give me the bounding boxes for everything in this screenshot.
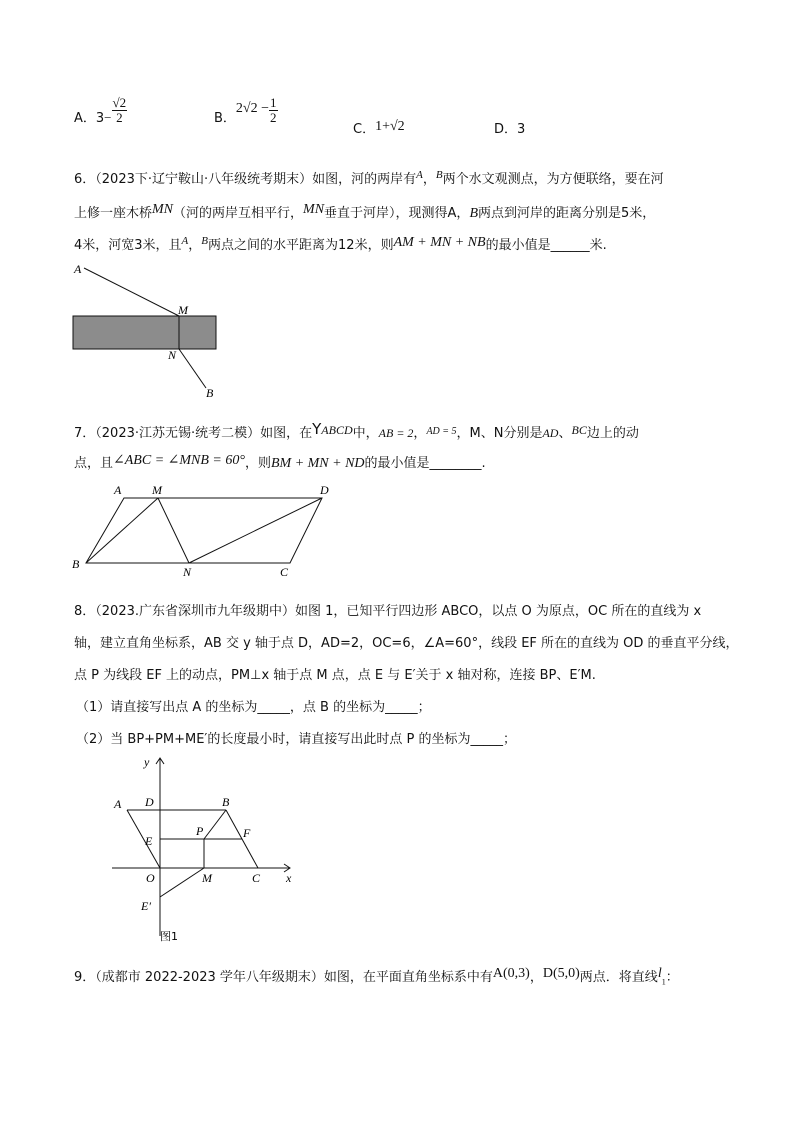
q8-segment-ao — [127, 810, 160, 868]
q5-option-c-label: C． — [353, 122, 376, 137]
q6-river — [73, 316, 216, 349]
q5-option-b — [214, 95, 278, 133]
q8-label-p: P — [196, 824, 204, 838]
q5-option-c — [353, 118, 405, 138]
q5-a-denominator: 2 — [116, 110, 123, 125]
q8-label-c: C — [252, 871, 261, 885]
q9-line-l1: l — [657, 966, 662, 981]
q5-option-d — [494, 118, 525, 137]
q8-segment-e2m — [160, 868, 204, 897]
q6-text: 垂直于河岸），现测得A， — [324, 206, 470, 221]
q5-option-a-label: A．3 — [74, 111, 105, 126]
q7-text: 的最小值是________. — [364, 456, 486, 471]
q7-text: 7．（2023·江苏无锡·统考二模）如图，在 — [74, 426, 313, 441]
q8-figure-caption: 图1 — [160, 930, 178, 943]
q6-river-figure — [60, 255, 260, 405]
q7-parallelogram-symbol: Y — [312, 420, 322, 438]
q7-abcd: ABCD — [321, 423, 353, 437]
q8-segment-bp — [204, 810, 226, 839]
q6-expression: AM + MN + NB — [393, 235, 486, 250]
q8-label-m: M — [202, 871, 212, 885]
q8-line-2: 轴，建立直角坐标系，AB 交 y 轴于点 D，AD=2，OC=6，∠A=60°，线段 EF 所在的直线为 OD 的垂直平分线， — [74, 636, 739, 651]
q7-segment-mn — [158, 498, 189, 563]
q6-mn: MN — [303, 202, 325, 217]
q5-b-denominator: 2 — [270, 110, 277, 125]
q7-text: 点，且 — [74, 456, 114, 471]
q7-label-c: C — [280, 565, 289, 579]
q7-comma: ， — [413, 426, 427, 441]
q7-segment-nd — [189, 498, 322, 563]
q5-option-c-expr: 1+√2 — [375, 119, 405, 134]
q8-line-3: 点 P 为线段 EF 上的动点，PM⊥x 轴于点 M 点，点 E 与 E′关于 x 轴对称，连接 BP、E′M. — [74, 668, 596, 683]
q7-sep: 、 — [558, 426, 572, 441]
q7-ad: AD = 5 — [426, 426, 457, 437]
q6-point-a: A — [416, 169, 423, 181]
q8-coordinate-figure — [108, 748, 308, 948]
q6-text: 两点之间的水平距离为12米，则 — [208, 238, 394, 253]
q7-label-b: B — [72, 557, 80, 571]
q7-bc-var: BC — [571, 423, 587, 437]
q8-label-d: D — [145, 795, 154, 809]
q5-a-numerator: √2 — [112, 95, 127, 110]
q6-line-3 — [74, 236, 607, 256]
q6-line-2 — [74, 204, 655, 224]
q6-line-1 — [74, 170, 664, 190]
q7-line-1 — [74, 422, 639, 445]
q7-expression: BM + MN + ND — [270, 456, 365, 471]
q8-label-e-prime: E′ — [141, 899, 151, 913]
q5-b-numerator: 1 — [270, 95, 277, 110]
q5-option-b-expr: 2√2 − — [235, 101, 270, 116]
q9-comma: ， — [529, 970, 543, 985]
q6-point-b: B — [201, 235, 209, 247]
q6-text: 4米，河宽3米，且 — [74, 238, 182, 253]
q6-text: ， — [188, 238, 202, 253]
q7-label-n: N — [183, 565, 192, 579]
q7-ab: AB = 2 — [378, 426, 414, 440]
q7-parallelogram-figure — [64, 478, 354, 588]
q7-angle-condition: ∠ABC = ∠MNB = 60° — [113, 453, 245, 468]
q9-colon: ： — [665, 970, 679, 985]
q8-label-b: B — [222, 795, 230, 809]
q7-label-a: A — [114, 483, 122, 497]
q5-option-b-label: B． — [214, 111, 236, 126]
q9-point-a: A(0,3) — [492, 966, 530, 981]
q8-line-1: 8．（2023.广东省深圳市九年级期中）如图 1，已知平行四边形 ABCO，以点 O 为原点，OC 所在的直线为 x — [74, 604, 702, 619]
q8-label-a: A — [114, 797, 122, 811]
q5-option-d-label: D．3 — [494, 122, 526, 137]
q7-ad-var: AD — [542, 426, 559, 440]
q6-label-m: M — [178, 303, 188, 317]
q6-label-n: N — [168, 348, 177, 362]
q6-text: 6．（2023下·辽宁鞍山·八年级统考期末）如图，河的两岸有 — [74, 172, 417, 187]
q6-point-b: B — [469, 206, 478, 221]
q6-mn: MN — [152, 202, 174, 217]
q7-text: ，M、N分别是 — [456, 426, 543, 441]
q5-option-a: A．3− $\frac{√2}{2}$ — [74, 95, 127, 126]
q8-label-e: E — [145, 834, 153, 848]
q6-segment-am — [84, 268, 179, 316]
q7-text: 边上的动 — [586, 426, 639, 441]
q6-text: 两点到河岸的距离分别是5米， — [478, 206, 656, 221]
q9-line-l1-subscript: 1 — [661, 977, 666, 987]
q6-point-a: A — [181, 235, 189, 247]
q6-label-a: A — [74, 262, 82, 276]
q6-text: 的最小值是______米. — [485, 238, 607, 253]
q6-segment-nb — [179, 349, 206, 388]
q8-label-x: x — [286, 871, 292, 885]
q9-text: 两点．将直线 — [579, 970, 658, 985]
q7-segment-bm — [86, 498, 158, 563]
q8-subquestion-2: （2）当 BP+PM+ME′的长度最小时，请直接写出此时点 P 的坐标为_____； — [76, 732, 516, 747]
q7-text: ，则 — [244, 456, 271, 471]
q7-text: 中， — [352, 426, 379, 441]
q8-label-o: O — [146, 871, 155, 885]
q6-text: 上修一座木桥 — [74, 206, 153, 221]
q6-point-b: B — [435, 169, 443, 181]
q8-subquestion-1: （1）请直接写出点 A 的坐标为_____，点 B 的坐标为_____； — [76, 700, 431, 715]
q6-text: （河的两岸互相平行， — [173, 206, 304, 221]
q6-text: 两个水文观测点，为方便联络，要在河 — [442, 172, 664, 187]
q9-point-d: D(5,0) — [542, 966, 580, 981]
q9-line-1 — [74, 968, 679, 993]
q7-line-2 — [74, 454, 486, 474]
q9-text: 9．（成都市 2022-2023 学年八年级期末）如图，在平面直角坐标系中有 — [74, 970, 493, 985]
q8-label-y: y — [144, 755, 150, 769]
q7-label-d: D — [320, 483, 329, 497]
q8-label-f: F — [243, 826, 251, 840]
q6-label-b: B — [206, 386, 214, 400]
q6-comma: ， — [422, 172, 436, 187]
q7-label-m: M — [152, 483, 162, 497]
